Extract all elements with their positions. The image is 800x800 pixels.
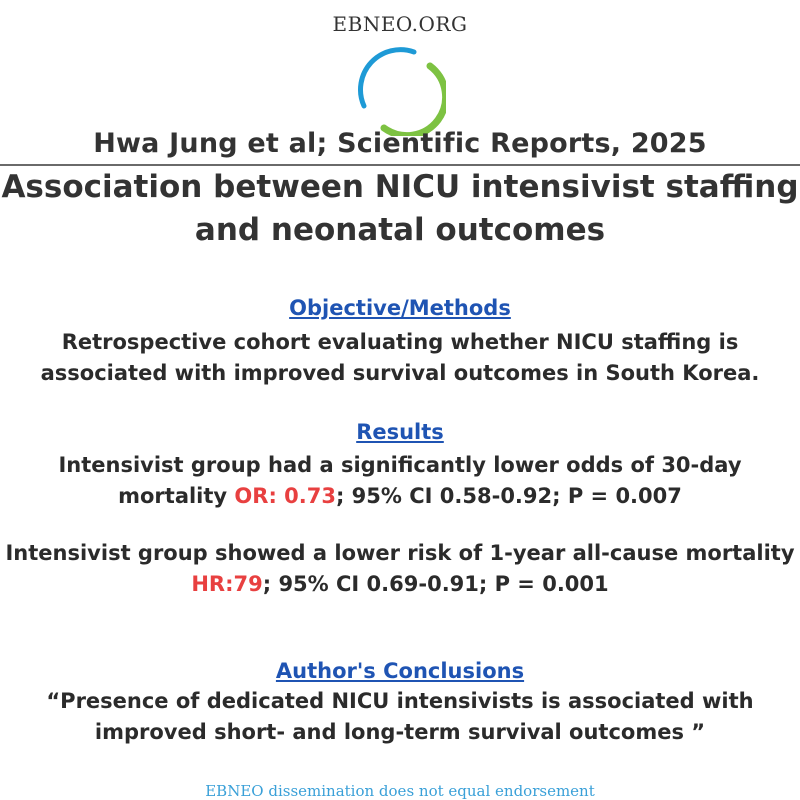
conclusions-line-2: improved short- and long-term survival outcomes ” (94, 720, 706, 744)
result-1-suffix: ; 95% CI 0.58-0.92; P = 0.007 (335, 484, 682, 508)
results-heading: Results (356, 420, 444, 444)
conclusions-line-1: “Presence of dedicated NICU intensivists is associated with (46, 689, 754, 713)
disclaimer-note: EBNEO dissemination does not equal endorsement (205, 782, 595, 800)
page-title (0, 166, 800, 252)
objective-line-1: Retrospective cohort evaluating whether NICU staffing is (61, 330, 739, 354)
objective-heading: Objective/Methods (289, 296, 511, 320)
result-2-line-2 (0, 569, 800, 600)
site-name: EBNEO.ORG (332, 12, 468, 36)
conclusions-heading: Author's Conclusions (275, 659, 525, 683)
title-line-2: and neonatal outcomes (194, 212, 606, 248)
result-2-text (0, 538, 800, 600)
objective-text (0, 327, 800, 389)
odds-ratio-stat: OR: 0.73 (234, 484, 336, 508)
result-1-text (0, 450, 800, 512)
citation: Hwa Jung et al; Scientific Reports, 2025 (93, 128, 707, 159)
ebneo-logo-icon (354, 44, 446, 136)
title-line-1: Association between NICU intensivist staffing (1, 169, 799, 205)
hazard-ratio-stat: HR:79 (191, 572, 263, 596)
result-2-line-1: Intensivist group showed a lower risk of 1-year all-cause mortality (5, 541, 795, 565)
objective-line-2: associated with improved survival outcomes in South Korea. (40, 361, 760, 385)
result-1-prefix: mortality (118, 484, 235, 508)
result-2-suffix: ; 95% CI 0.69-0.91; P = 0.001 (262, 572, 609, 596)
result-1-line-1: Intensivist group had a significantly lower odds of 30-day (58, 453, 742, 477)
conclusions-text (0, 686, 800, 748)
result-1-line-2 (0, 481, 800, 512)
